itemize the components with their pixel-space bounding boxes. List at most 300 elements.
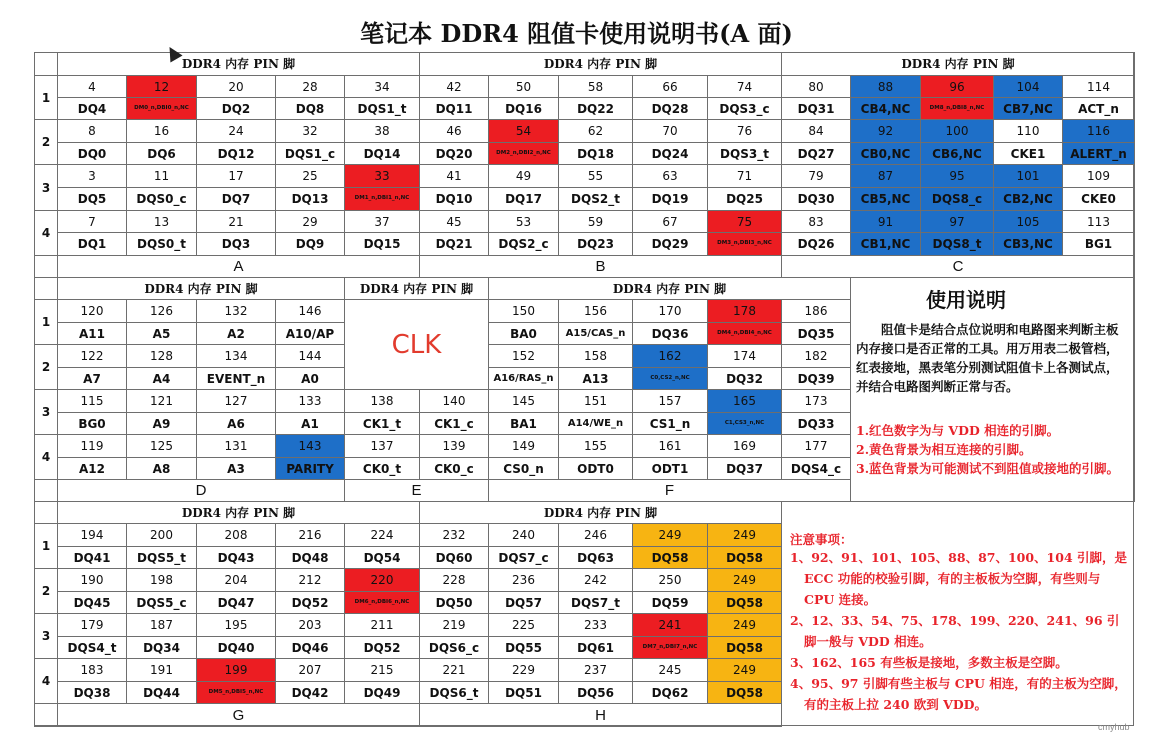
pin-signal-cell: ODT0 bbox=[558, 457, 633, 480]
pin-number-cell: 11 bbox=[126, 164, 197, 188]
pin-number-cell: 121 bbox=[126, 389, 197, 413]
pin-number-cell: 146 bbox=[275, 299, 345, 323]
pin-signal-cell: EVENT_n bbox=[196, 367, 276, 390]
pin-signal-cell: DQ23 bbox=[558, 232, 633, 256]
pin-signal-cell: DQS7_t bbox=[558, 591, 633, 614]
pin-number-cell: 151 bbox=[558, 389, 633, 413]
pin-signal-cell: A7 bbox=[57, 367, 127, 390]
pin-number-cell: 17 bbox=[196, 164, 276, 188]
pin-number-cell: 204 bbox=[196, 568, 276, 592]
pin-number-cell: 55 bbox=[558, 164, 633, 188]
pin-number-cell: 133 bbox=[275, 389, 345, 413]
pin-signal-cell: DM0_n,DBI0_n,NC bbox=[126, 97, 197, 120]
pin-number-cell: 58 bbox=[558, 75, 633, 98]
pin-signal-cell: DM8_n,DBI8_n,NC bbox=[920, 97, 994, 120]
pin-signal-cell: DQ6 bbox=[126, 142, 197, 165]
pin-signal-cell: DQ19 bbox=[632, 187, 708, 211]
pin-signal-cell: DQ13 bbox=[275, 187, 345, 211]
pin-number-cell: 53 bbox=[488, 210, 559, 233]
table-header: DDR4 内存 PIN 脚 bbox=[57, 277, 345, 300]
pin-signal-cell: DQ25 bbox=[707, 187, 782, 211]
pin-number-cell: 156 bbox=[558, 299, 633, 323]
corner-cell bbox=[34, 501, 58, 524]
pin-signal-cell: DQ21 bbox=[419, 232, 489, 256]
pin-signal-cell: DM1_n,DBI1_n,NC bbox=[344, 187, 420, 211]
clk-label: CLK bbox=[391, 329, 442, 360]
pin-number-cell: 13 bbox=[126, 210, 197, 233]
pin-signal-cell: A5 bbox=[126, 322, 197, 345]
pin-signal-cell: DQ60 bbox=[419, 546, 489, 569]
pin-signal-cell: DQ43 bbox=[196, 546, 276, 569]
pin-signal-cell: DQ29 bbox=[632, 232, 708, 256]
corner-cell bbox=[34, 52, 58, 76]
section-label: F bbox=[488, 479, 851, 502]
pin-number-cell: 37 bbox=[344, 210, 420, 233]
instruction-item: 2.黄色背景为相互连接的引脚。 bbox=[856, 442, 1032, 457]
pin-signal-cell: CB3,NC bbox=[993, 232, 1063, 256]
pin-signal-cell: DM6_n,DBI6_n,NC bbox=[344, 591, 420, 614]
pin-signal-cell: DQ0 bbox=[57, 142, 127, 165]
row-number-label: 1 bbox=[34, 75, 58, 120]
pin-number-cell: 116 bbox=[1062, 119, 1135, 143]
pin-signal-cell: DQS8_t bbox=[920, 232, 994, 256]
pin-number-cell: 249 bbox=[707, 523, 782, 547]
pin-signal-cell: DM3_n,DBI3_n,NC bbox=[707, 232, 782, 256]
pin-signal-cell: DQ7 bbox=[196, 187, 276, 211]
pin-signal-cell: CK0_c bbox=[419, 457, 489, 480]
pin-signal-cell: DQ56 bbox=[558, 681, 633, 704]
pin-signal-cell: C0,CS2_n,NC bbox=[632, 367, 708, 390]
row-number-label: 4 bbox=[34, 434, 58, 480]
pin-number-cell: 236 bbox=[488, 568, 559, 592]
pin-signal-cell: DQS6_t bbox=[419, 681, 489, 704]
pin-signal-cell: DQ15 bbox=[344, 232, 420, 256]
pin-signal-cell: A3 bbox=[196, 457, 276, 480]
table-header: DDR4 内存 PIN 脚 bbox=[781, 52, 1135, 76]
pin-signal-cell: A10/AP bbox=[275, 322, 345, 345]
pin-number-cell: 42 bbox=[419, 75, 489, 98]
pin-number-cell: 183 bbox=[57, 658, 127, 682]
pin-signal-cell: A1 bbox=[275, 412, 345, 435]
pin-number-cell: 115 bbox=[57, 389, 127, 413]
pin-number-cell: 203 bbox=[275, 613, 345, 637]
pin-number-cell: 122 bbox=[57, 344, 127, 368]
pin-signal-cell: CB0,NC bbox=[850, 142, 921, 165]
pin-signal-cell: CKE0 bbox=[1062, 187, 1135, 211]
pin-number-cell: 7 bbox=[57, 210, 127, 233]
pin-number-cell: 219 bbox=[419, 613, 489, 637]
pin-signal-cell: CS0_n bbox=[488, 457, 559, 480]
pin-number-cell: 191 bbox=[126, 658, 197, 682]
row-number-label: 3 bbox=[34, 164, 58, 211]
pin-number-cell: 95 bbox=[920, 164, 994, 188]
pin-number-cell: 190 bbox=[57, 568, 127, 592]
note-item: 2、12、33、54、75、178、199、220、241、96 引脚一般与 VDD 相连。 bbox=[790, 613, 1120, 649]
row-number-label: 4 bbox=[34, 210, 58, 256]
pin-signal-cell: DQ40 bbox=[196, 636, 276, 659]
pin-signal-cell: DQ58 bbox=[707, 546, 782, 569]
pin-number-cell: 28 bbox=[275, 75, 345, 98]
pin-signal-cell: CB7,NC bbox=[993, 97, 1063, 120]
pin-signal-cell: DQS0_t bbox=[126, 232, 197, 256]
pin-number-cell: 195 bbox=[196, 613, 276, 637]
pin-signal-cell: A16/RAS_n bbox=[488, 367, 559, 390]
pin-number-cell: 46 bbox=[419, 119, 489, 143]
pin-number-cell: 110 bbox=[993, 119, 1063, 143]
pin-signal-cell: DQ54 bbox=[344, 546, 420, 569]
pin-number-cell: 249 bbox=[707, 568, 782, 592]
pin-number-cell: 241 bbox=[632, 613, 708, 637]
pin-signal-cell: A4 bbox=[126, 367, 197, 390]
pin-number-cell: 67 bbox=[632, 210, 708, 233]
pin-number-cell: 170 bbox=[632, 299, 708, 323]
pin-number-cell: 225 bbox=[488, 613, 559, 637]
pin-number-cell: 88 bbox=[850, 75, 921, 98]
pin-signal-cell: DQ28 bbox=[632, 97, 708, 120]
note-item: 1、92、91、101、105、88、87、100、104 引脚，是 ECC 功能的校验引脚，有的主板板为空脚，有些则与 CPU 连接。 bbox=[790, 550, 1128, 607]
pin-signal-cell: DQ30 bbox=[781, 187, 851, 211]
pin-signal-cell: A9 bbox=[126, 412, 197, 435]
pin-number-cell: 228 bbox=[419, 568, 489, 592]
pin-number-cell: 45 bbox=[419, 210, 489, 233]
pin-signal-cell: DQS4_t bbox=[57, 636, 127, 659]
pin-signal-cell: DQ27 bbox=[781, 142, 851, 165]
pin-signal-cell: CKE1 bbox=[993, 142, 1063, 165]
instruction-item: 3.蓝色背景为可能测试不到阻值或接地的引脚。 bbox=[856, 461, 1120, 476]
pin-number-cell: 50 bbox=[488, 75, 559, 98]
pin-number-cell: 79 bbox=[781, 164, 851, 188]
corner-cell bbox=[34, 255, 58, 278]
pin-number-cell: 59 bbox=[558, 210, 633, 233]
pin-signal-cell: DQ32 bbox=[707, 367, 782, 390]
pin-signal-cell: DQ16 bbox=[488, 97, 559, 120]
pin-signal-cell: DQ38 bbox=[57, 681, 127, 704]
pin-signal-cell: DQ10 bbox=[419, 187, 489, 211]
pin-signal-cell: DQ44 bbox=[126, 681, 197, 704]
pin-number-cell: 126 bbox=[126, 299, 197, 323]
pin-number-cell: 63 bbox=[632, 164, 708, 188]
row-number-label: 3 bbox=[34, 613, 58, 659]
pin-signal-cell: BG1 bbox=[1062, 232, 1135, 256]
pin-signal-cell: DQS6_c bbox=[419, 636, 489, 659]
pin-number-cell: 169 bbox=[707, 434, 782, 458]
pin-number-cell: 62 bbox=[558, 119, 633, 143]
pin-signal-cell: DQS4_c bbox=[781, 457, 851, 480]
pin-number-cell: 249 bbox=[707, 658, 782, 682]
note-item: 3、162、165 有些板是接地，多数主板是空脚。 bbox=[790, 655, 1068, 670]
pin-signal-cell: DQS7_c bbox=[488, 546, 559, 569]
section-label: G bbox=[57, 703, 420, 727]
pin-number-cell: 194 bbox=[57, 523, 127, 547]
table-header: DDR4 内存 PIN 脚 bbox=[488, 277, 851, 300]
pin-signal-cell: DQ11 bbox=[419, 97, 489, 120]
pin-signal-cell: BG0 bbox=[57, 412, 127, 435]
pin-number-cell: 211 bbox=[344, 613, 420, 637]
pin-number-cell: 182 bbox=[781, 344, 851, 368]
pin-number-cell: 12 bbox=[126, 75, 197, 98]
pin-number-cell: 173 bbox=[781, 389, 851, 413]
pin-number-cell: 139 bbox=[419, 434, 489, 458]
pin-signal-cell: DQ34 bbox=[126, 636, 197, 659]
pin-signal-cell: BA1 bbox=[488, 412, 559, 435]
pin-signal-cell: DQ5 bbox=[57, 187, 127, 211]
pin-number-cell: 232 bbox=[419, 523, 489, 547]
pin-signal-cell: DQ14 bbox=[344, 142, 420, 165]
pin-number-cell: 54 bbox=[488, 119, 559, 143]
pin-signal-cell: DQ41 bbox=[57, 546, 127, 569]
pin-signal-cell: DQ20 bbox=[419, 142, 489, 165]
pin-number-cell: 157 bbox=[632, 389, 708, 413]
instructions-intro: 阻值卡是结合点位说明和电路图来判断主板内存接口是否正常的工具。用万用表二极管档，红表接地，黑表笔分别测试阻值卡上各测试点，并结合电路图判断正常与否。 bbox=[856, 322, 1119, 394]
pin-number-cell: 208 bbox=[196, 523, 276, 547]
pin-number-cell: 127 bbox=[196, 389, 276, 413]
pin-number-cell: 21 bbox=[196, 210, 276, 233]
pin-signal-cell: DQS3_t bbox=[707, 142, 782, 165]
pin-number-cell: 91 bbox=[850, 210, 921, 233]
pin-signal-cell: DQS2_c bbox=[488, 232, 559, 256]
table-header: DDR4 内存 PIN 脚 bbox=[419, 52, 782, 76]
pin-number-cell: 41 bbox=[419, 164, 489, 188]
pin-signal-cell: A0 bbox=[275, 367, 345, 390]
pin-signal-cell: DQS5_c bbox=[126, 591, 197, 614]
pin-number-cell: 96 bbox=[920, 75, 994, 98]
pin-number-cell: 134 bbox=[196, 344, 276, 368]
pin-signal-cell: DM7_n,DBI7_n,NC bbox=[632, 636, 708, 659]
pin-number-cell: 215 bbox=[344, 658, 420, 682]
pin-signal-cell: DQ17 bbox=[488, 187, 559, 211]
pin-signal-cell: DQ3 bbox=[196, 232, 276, 256]
pin-number-cell: 120 bbox=[57, 299, 127, 323]
pin-number-cell: 105 bbox=[993, 210, 1063, 233]
pin-number-cell: 20 bbox=[196, 75, 276, 98]
pin-number-cell: 113 bbox=[1062, 210, 1135, 233]
instructions-title: 使用说明 bbox=[926, 288, 1006, 312]
table-header: DDR4 内存 PIN 脚 bbox=[57, 501, 420, 524]
pin-signal-cell: CS1_n bbox=[632, 412, 708, 435]
pin-signal-cell: DQ36 bbox=[632, 322, 708, 345]
pin-number-cell: 250 bbox=[632, 568, 708, 592]
pin-number-cell: 131 bbox=[196, 434, 276, 458]
pin-number-cell: 178 bbox=[707, 299, 782, 323]
pin-number-cell: 198 bbox=[126, 568, 197, 592]
pin-number-cell: 70 bbox=[632, 119, 708, 143]
pin-number-cell: 224 bbox=[344, 523, 420, 547]
pin-number-cell: 237 bbox=[558, 658, 633, 682]
row-number-label: 2 bbox=[34, 344, 58, 390]
pin-number-cell: 158 bbox=[558, 344, 633, 368]
pin-number-cell: 138 bbox=[344, 389, 420, 413]
pin-number-cell: 187 bbox=[126, 613, 197, 637]
pin-number-cell: 161 bbox=[632, 434, 708, 458]
row-number-label: 1 bbox=[34, 299, 58, 345]
pin-signal-cell: CB1,NC bbox=[850, 232, 921, 256]
pin-signal-cell: DQ58 bbox=[632, 546, 708, 569]
pin-signal-cell: DQ50 bbox=[419, 591, 489, 614]
pin-number-cell: 179 bbox=[57, 613, 127, 637]
pin-number-cell: 143 bbox=[275, 434, 345, 458]
pin-signal-cell: DQS5_t bbox=[126, 546, 197, 569]
pin-number-cell: 114 bbox=[1062, 75, 1135, 98]
pin-number-cell: 145 bbox=[488, 389, 559, 413]
pin-signal-cell: DQ33 bbox=[781, 412, 851, 435]
pin-number-cell: 34 bbox=[344, 75, 420, 98]
section-label: A bbox=[57, 255, 420, 278]
pin-signal-cell: A11 bbox=[57, 322, 127, 345]
pin-number-cell: 155 bbox=[558, 434, 633, 458]
pin-signal-cell: CB6,NC bbox=[920, 142, 994, 165]
pin-signal-cell: DQ47 bbox=[196, 591, 276, 614]
pin-signal-cell: DQS3_c bbox=[707, 97, 782, 120]
pin-number-cell: 71 bbox=[707, 164, 782, 188]
pin-number-cell: 233 bbox=[558, 613, 633, 637]
pin-number-cell: 49 bbox=[488, 164, 559, 188]
pin-signal-cell: DQ24 bbox=[632, 142, 708, 165]
pin-signal-cell: DQ45 bbox=[57, 591, 127, 614]
pin-signal-cell: A13 bbox=[558, 367, 633, 390]
pin-signal-cell: DQ9 bbox=[275, 232, 345, 256]
pin-signal-cell: ODT1 bbox=[632, 457, 708, 480]
pin-signal-cell: DQ39 bbox=[781, 367, 851, 390]
pin-signal-cell: DQS8_c bbox=[920, 187, 994, 211]
pin-signal-cell: DQ22 bbox=[558, 97, 633, 120]
pin-signal-cell: DQ52 bbox=[344, 636, 420, 659]
pin-number-cell: 212 bbox=[275, 568, 345, 592]
notes-title: 注意事项： bbox=[790, 532, 853, 547]
pin-signal-cell: DQ58 bbox=[707, 591, 782, 614]
pin-signal-cell: A2 bbox=[196, 322, 276, 345]
pin-number-cell: 144 bbox=[275, 344, 345, 368]
pin-number-cell: 32 bbox=[275, 119, 345, 143]
corner-cell bbox=[34, 479, 58, 502]
pin-number-cell: 101 bbox=[993, 164, 1063, 188]
pin-signal-cell: DQS1_t bbox=[344, 97, 420, 120]
corner-cell bbox=[34, 703, 58, 727]
pin-signal-cell: DQ58 bbox=[707, 681, 782, 704]
pin-number-cell: 240 bbox=[488, 523, 559, 547]
pin-number-cell: 97 bbox=[920, 210, 994, 233]
pin-number-cell: 83 bbox=[781, 210, 851, 233]
pin-number-cell: 33 bbox=[344, 164, 420, 188]
pin-number-cell: 92 bbox=[850, 119, 921, 143]
pin-number-cell: 25 bbox=[275, 164, 345, 188]
pin-number-cell: 140 bbox=[419, 389, 489, 413]
pin-number-cell: 249 bbox=[707, 613, 782, 637]
pin-signal-cell: DQ37 bbox=[707, 457, 782, 480]
pin-signal-cell: DQS2_t bbox=[558, 187, 633, 211]
pin-number-cell: 221 bbox=[419, 658, 489, 682]
section-label: B bbox=[419, 255, 782, 278]
pin-number-cell: 242 bbox=[558, 568, 633, 592]
pin-signal-cell: DQ1 bbox=[57, 232, 127, 256]
pin-signal-cell: DQ42 bbox=[275, 681, 345, 704]
pin-number-cell: 29 bbox=[275, 210, 345, 233]
pin-signal-cell: DQ61 bbox=[558, 636, 633, 659]
page-title: 笔记本 DDR4 阻值卡使用说明书(A 面) bbox=[360, 19, 793, 48]
pin-number-cell: 3 bbox=[57, 164, 127, 188]
watermark: cmyhub bbox=[1098, 722, 1130, 732]
pin-number-cell: 4 bbox=[57, 75, 127, 98]
pin-signal-cell: DQ55 bbox=[488, 636, 559, 659]
pin-number-cell: 220 bbox=[344, 568, 420, 592]
pin-signal-cell: DQ46 bbox=[275, 636, 345, 659]
section-label: D bbox=[57, 479, 345, 502]
pin-signal-cell: CB4,NC bbox=[850, 97, 921, 120]
note-item: 4、95、97 引脚有些主板与 CPU 相连，有的主板为空脚，有的主板上拉 240 欧到 VDD。 bbox=[790, 676, 1127, 712]
row-number-label: 4 bbox=[34, 658, 58, 704]
pin-number-cell: 216 bbox=[275, 523, 345, 547]
pin-signal-cell: DQS1_c bbox=[275, 142, 345, 165]
pin-signal-cell: DQ58 bbox=[707, 636, 782, 659]
pin-signal-cell: DQ52 bbox=[275, 591, 345, 614]
pin-signal-cell: A8 bbox=[126, 457, 197, 480]
row-number-label: 2 bbox=[34, 119, 58, 165]
corner-cell bbox=[34, 277, 58, 300]
pin-number-cell: 186 bbox=[781, 299, 851, 323]
pin-number-cell: 125 bbox=[126, 434, 197, 458]
pin-number-cell: 249 bbox=[632, 523, 708, 547]
pin-number-cell: 38 bbox=[344, 119, 420, 143]
pin-number-cell: 80 bbox=[781, 75, 851, 98]
pin-number-cell: 84 bbox=[781, 119, 851, 143]
pin-number-cell: 16 bbox=[126, 119, 197, 143]
pin-number-cell: 8 bbox=[57, 119, 127, 143]
pin-number-cell: 132 bbox=[196, 299, 276, 323]
pin-signal-cell: CB2,NC bbox=[993, 187, 1063, 211]
pin-signal-cell: CK1_t bbox=[344, 412, 420, 435]
pin-number-cell: 229 bbox=[488, 658, 559, 682]
section-label: C bbox=[781, 255, 1135, 278]
pin-signal-cell: ALERT_n bbox=[1062, 142, 1135, 165]
pin-number-cell: 152 bbox=[488, 344, 559, 368]
pin-signal-cell: A6 bbox=[196, 412, 276, 435]
pin-signal-cell: DQ57 bbox=[488, 591, 559, 614]
pin-signal-cell: DQ31 bbox=[781, 97, 851, 120]
pin-number-cell: 174 bbox=[707, 344, 782, 368]
pin-number-cell: 162 bbox=[632, 344, 708, 368]
pin-number-cell: 137 bbox=[344, 434, 420, 458]
pin-signal-cell: DM4_n,DBI4_n,NC bbox=[707, 322, 782, 345]
pin-signal-cell: DQ12 bbox=[196, 142, 276, 165]
pin-number-cell: 109 bbox=[1062, 164, 1135, 188]
pin-signal-cell: DQ49 bbox=[344, 681, 420, 704]
instruction-item: 1.红色数字为与 VDD 相连的引脚。 bbox=[856, 423, 1060, 438]
pin-signal-cell: DQ35 bbox=[781, 322, 851, 345]
section-label: E bbox=[344, 479, 489, 502]
pin-number-cell: 246 bbox=[558, 523, 633, 547]
pin-signal-cell: PARITY bbox=[275, 457, 345, 480]
pin-number-cell: 100 bbox=[920, 119, 994, 143]
pin-signal-cell: DQ26 bbox=[781, 232, 851, 256]
pin-signal-cell: DQ51 bbox=[488, 681, 559, 704]
table-header: DDR4 内存 PIN 脚 bbox=[419, 501, 782, 524]
pin-signal-cell: DM2_n,DBI2_n,NC bbox=[488, 142, 559, 165]
pin-signal-cell: DQ48 bbox=[275, 546, 345, 569]
section-label: H bbox=[419, 703, 782, 727]
pin-signal-cell: CB5,NC bbox=[850, 187, 921, 211]
pin-number-cell: 199 bbox=[196, 658, 276, 682]
pin-number-cell: 119 bbox=[57, 434, 127, 458]
pin-number-cell: 74 bbox=[707, 75, 782, 98]
pin-number-cell: 177 bbox=[781, 434, 851, 458]
pin-number-cell: 76 bbox=[707, 119, 782, 143]
pin-signal-cell: DM5_n,DBI5_n,NC bbox=[196, 681, 276, 704]
pin-number-cell: 66 bbox=[632, 75, 708, 98]
pin-signal-cell: BA0 bbox=[488, 322, 559, 345]
pin-number-cell: 207 bbox=[275, 658, 345, 682]
pin-number-cell: 128 bbox=[126, 344, 197, 368]
row-number-label: 2 bbox=[34, 568, 58, 614]
pin-signal-cell: ACT_n bbox=[1062, 97, 1135, 120]
